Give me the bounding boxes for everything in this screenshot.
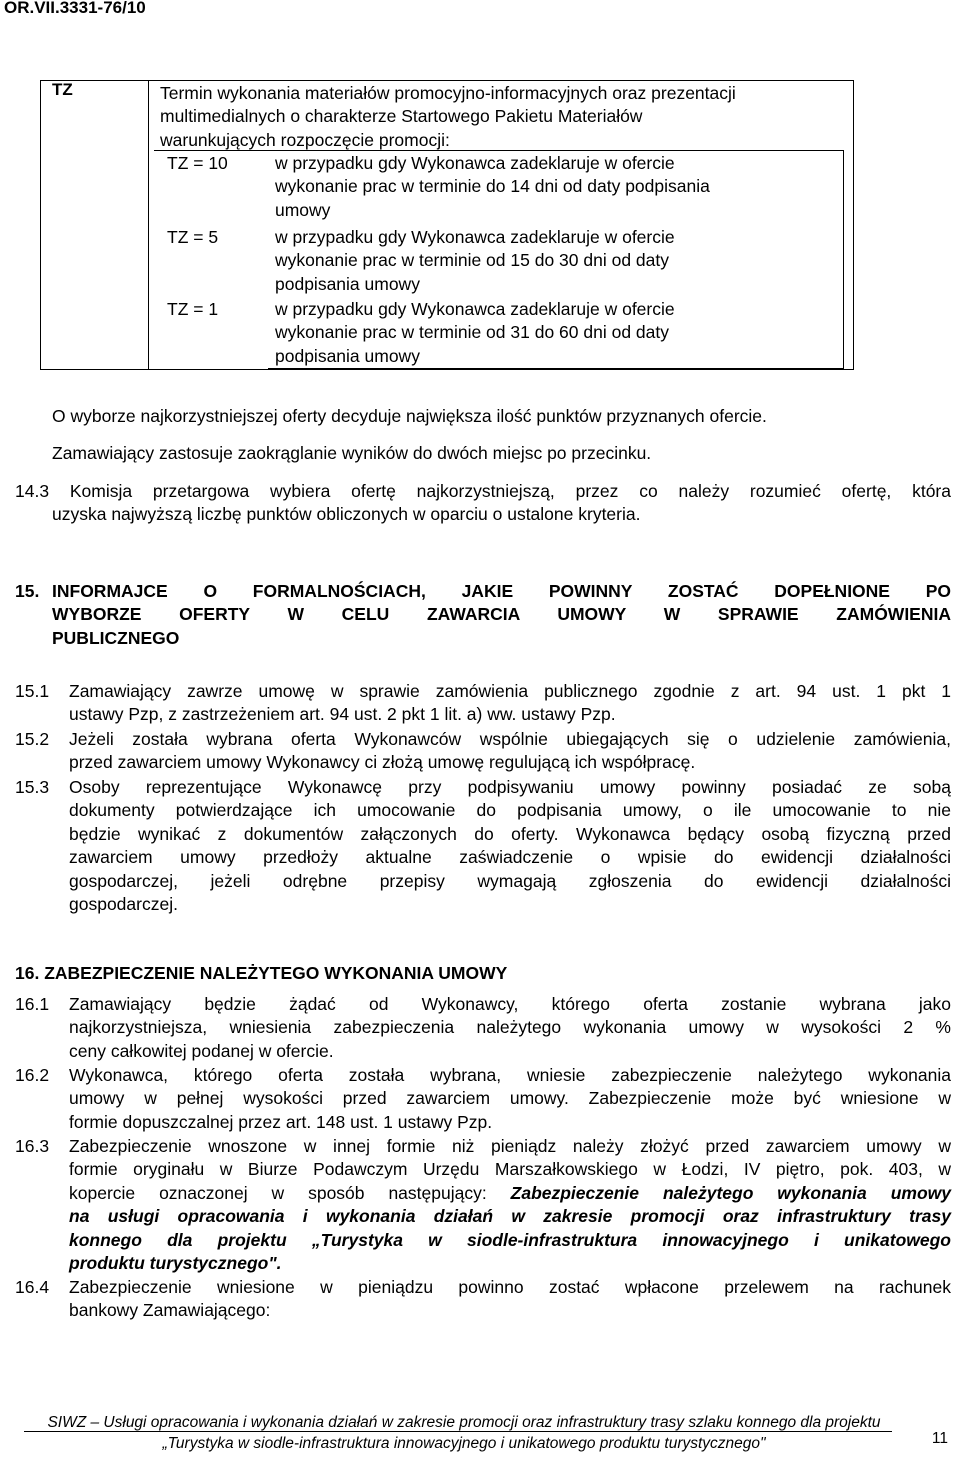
tz-intro-line: multimedialnych o charakterze Startowego Pakietu Materiałów — [160, 106, 643, 127]
tz-intro — [160, 82, 840, 152]
table-column-divider — [148, 80, 149, 370]
item-line: Wykonawca, którego oferta została wybrana, wniesie zabezpieczenie należytego wykonania — [69, 1065, 951, 1085]
tz-intro-line: warunkujących rozpoczęcie promocji: — [160, 129, 450, 150]
item-15-1 — [69, 680, 951, 727]
tz-option-line: podpisania umowy — [275, 345, 420, 366]
item-line: Zabezpieczenie wnoszone w innej formie niż pieniądz należy złożyć przed zawarciem umowy w — [69, 1136, 951, 1156]
item-line: ustawy Pzp, z zastrzeżeniem art. 94 ust. 2 pkt 1 lit. a) ww. ustawy Pzp. — [69, 704, 616, 725]
item-line: Jeżeli została wybrana oferta Wykonawców wspólnie ubiegających się o udzielenie zamówienia, — [69, 729, 951, 749]
tz-label: TZ — [52, 80, 73, 99]
item-line-emphasis: Zabezpieczenie należytego wykonania umowy — [510, 1182, 951, 1203]
item-number: 16.3 — [15, 1136, 50, 1156]
item-line: gospodarczej, jeżeli odrębne przepisy wymagają zgłoszenia do ewidencji działalności — [69, 870, 951, 891]
tz-intro-line: Termin wykonania materiałów promocyjno-informacyjnych oraz prezentacji — [160, 83, 736, 103]
document-reference: OR.VII.3331-76/10 — [4, 0, 146, 17]
item-line: umowy w pełnej wysokości przed zawarciem umowy. Zabezpieczenie może być wniesione w — [69, 1088, 951, 1109]
tz-option-line: umowy — [275, 199, 331, 220]
item-line-emphasis: na usługi opracowania i wykonania działań w zakresie promocji oraz infrastruktury trasy — [69, 1206, 951, 1227]
section-15-title — [52, 580, 951, 650]
table-bottom-rule — [268, 368, 843, 369]
paragraph-line: O wyborze najkorzystniejszej oferty decyduje największa ilość punktów przyznanych ofercie. — [52, 406, 767, 426]
item-15-3 — [69, 776, 951, 916]
paragraph-scoring — [52, 405, 952, 428]
item-line: Osoby reprezentujące Wykonawcę przy podpisywaniu umowy powinny posiadać ze sobą — [69, 777, 951, 797]
section-15-title-line: WYBORZE OFERTY W CELU ZAWARCIA UMOWY W SPRAWIE ZAMÓWIENIA — [52, 604, 951, 625]
item-number: 16.1 — [15, 994, 50, 1014]
item-line: dokumenty potwierdzające ich umocowanie do podpisania umowy, o ile umocowanie to nie — [69, 800, 951, 821]
section-14-3-line: 14.3 Komisja przetargowa wybiera ofertę najkorzystniejszą, przez co należy rozumieć ofertę, która — [15, 481, 951, 501]
item-line: gospodarczej. — [69, 894, 178, 915]
item-number: 15.3 — [15, 777, 50, 797]
paragraph-line: Zamawiający zastosuje zaokrąglanie wyników do dwóch miejsc po przecinku. — [52, 443, 652, 463]
item-line: Zamawiający będzie żądać od Wykonawcy, którego oferta zostanie wybrana jako — [69, 994, 951, 1014]
tz-option-code: TZ = 1 — [167, 299, 219, 319]
item-line: zawarciem umowy przedłoży aktualne zaświadczenie o wpisie do ewidencji działalności — [69, 847, 951, 868]
item-line-plain: kopercie oznaczonej w sposób następujący: — [69, 1182, 511, 1203]
section-16-title: 16. ZABEZPIECZENIE NALEŻYTEGO WYKONANIA UMOWY — [15, 963, 508, 983]
item-line: przed zawarciem umowy Wykonawcy ci złożą umowę regulującą ich współpracę. — [69, 752, 696, 773]
item-line: najkorzystniejsza, wniesienia zabezpieczenia należytego wykonania umowy w wysokości 2 % — [69, 1017, 951, 1038]
tz-option-line: w przypadku gdy Wykonawca zadeklaruje w ofercie — [275, 153, 675, 173]
item-number: 16.4 — [15, 1277, 50, 1297]
item-line: będzie wynikać z dokumentów załączonych do oferty. Wykonawca będący osobą fizyczną przed — [69, 823, 951, 844]
paragraph-rounding — [52, 442, 952, 465]
tz-option-text — [275, 152, 840, 222]
item-line-emphasis: konnego dla projektu „Turystyka w siodle-infrastruktura innowacyjnego i unikatowego — [69, 1229, 951, 1250]
page-number: 11 — [931, 1430, 948, 1447]
item-16-2 — [69, 1064, 951, 1134]
item-line — [69, 1182, 951, 1205]
item-line: formie oryginału w Biurze Podawczym Urzędu Marszałkowskiego w Łodzi, IV piętro, pok. 403, w — [69, 1159, 951, 1180]
tz-option-line: w przypadku gdy Wykonawca zadeklaruje w ofercie — [275, 227, 675, 247]
page-footer — [24, 1412, 944, 1454]
tz-option-line: wykonanie prac w terminie od 31 do 60 dni od daty — [275, 322, 669, 343]
tz-option-line: w przypadku gdy Wykonawca zadeklaruje w ofercie — [275, 299, 675, 319]
item-line: Zamawiający zawrze umowę w sprawie zamówienia publicznego zgodnie z art. 94 ust. 1 pkt 1 — [69, 681, 951, 701]
section-15-number: 15. — [15, 581, 40, 601]
item-15-2 — [69, 728, 951, 775]
section-15-title-line: PUBLICZNEGO — [52, 627, 180, 648]
footer-line: SIWZ – Usługi opracowania i wykonania działań w zakresie promocji oraz infrastruktury trasy szlaku konnego dla projektu — [47, 1414, 881, 1431]
tz-option-text — [275, 298, 840, 368]
section-14-3-line: uzyska najwyższą liczbę punktów obliczonych w oparciu o ustalone kryteria. — [52, 504, 641, 525]
item-number: 16.2 — [15, 1065, 50, 1085]
tz-option-line: podpisania umowy — [275, 273, 420, 294]
item-16-3 — [69, 1135, 951, 1275]
tz-option-code: TZ = 10 — [167, 153, 228, 173]
item-line: bankowy Zamawiającego: — [69, 1300, 271, 1321]
item-number: 15.2 — [15, 729, 50, 749]
tz-option-line: wykonanie prac w terminie od 15 do 30 dni od daty — [275, 250, 669, 271]
item-16-4 — [69, 1276, 951, 1323]
item-line: formie dopuszczalnej przez art. 148 ust. 1 ustawy Pzp. — [69, 1111, 493, 1132]
tz-option-text — [275, 226, 840, 296]
item-line: ceny całkowitej podanej w ofercie. — [69, 1040, 334, 1061]
tz-option-code: TZ = 5 — [167, 227, 219, 247]
item-line-emphasis: produktu turystycznego". — [69, 1253, 282, 1274]
tz-option-line: wykonanie prac w terminie do 14 dni od daty podpisania — [275, 176, 710, 197]
item-number: 15.1 — [15, 681, 50, 701]
section-15-title-line: INFORMAJCE O FORMALNOŚCIACH, JAKIE POWINNY ZOSTAĆ DOPEŁNIONE PO — [52, 581, 951, 601]
section-14-3 — [15, 480, 951, 527]
item-16-1 — [69, 993, 951, 1063]
item-line: Zabezpieczenie wniesione w pieniądzu powinno zostać wpłacone przelewem na rachunek — [69, 1277, 951, 1297]
footer-line: „Turystyka w siodle-infrastruktura innowacyjnego i unikatowego produktu turystycznego" — [162, 1435, 766, 1452]
